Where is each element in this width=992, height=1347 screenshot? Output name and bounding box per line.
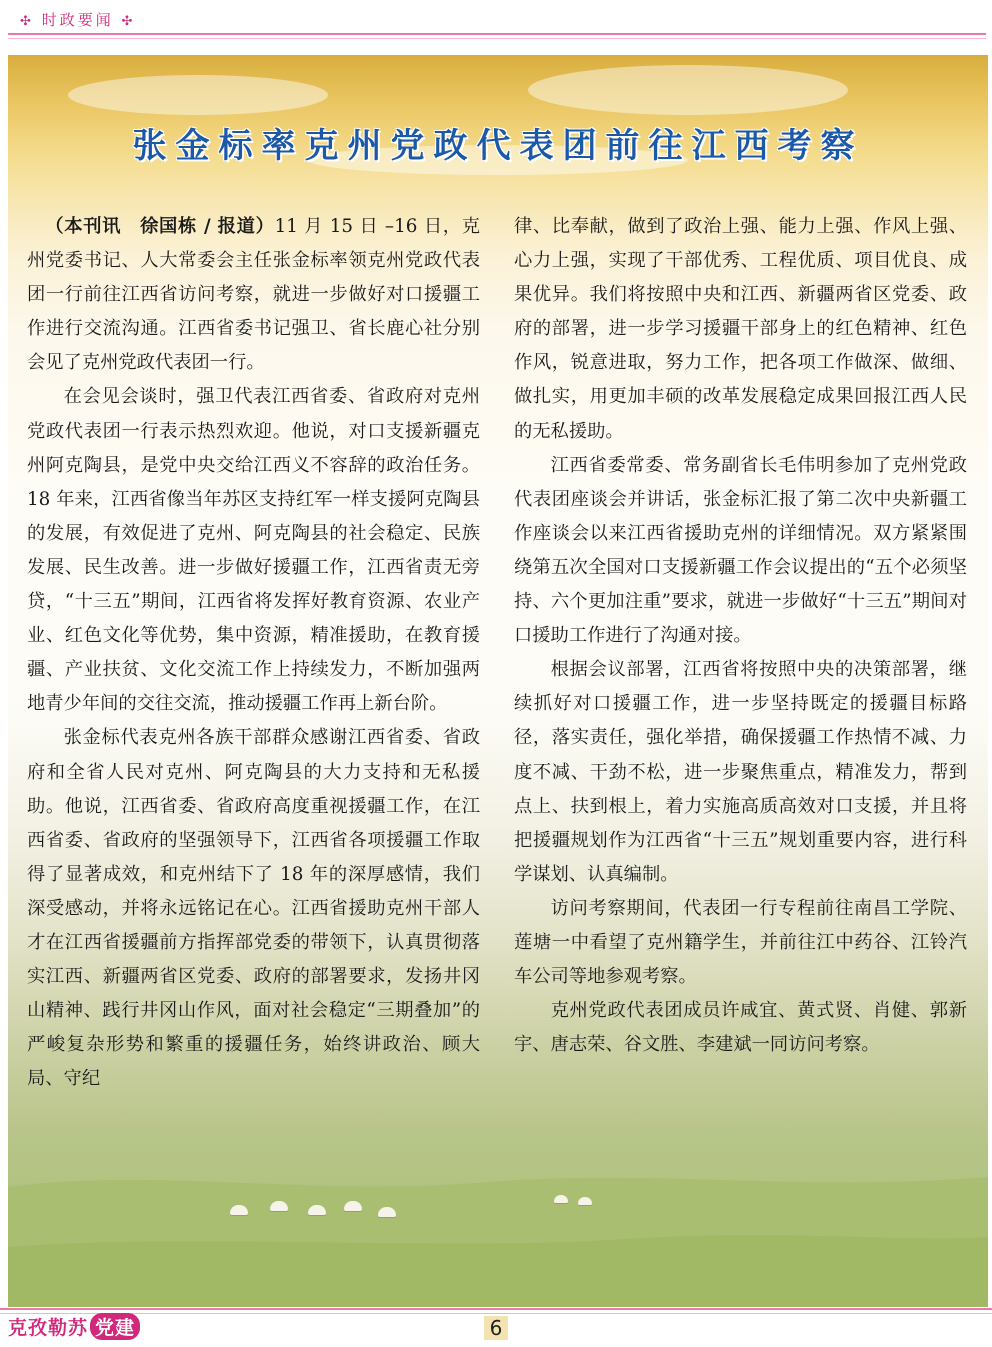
flower-icon: ✣	[20, 14, 34, 29]
article-column-left	[27, 210, 480, 1096]
flower-icon: ✣	[121, 14, 136, 29]
page-number: 6	[484, 1316, 508, 1340]
paragraph-text: 11 月 15 日 –16 日，克州党委书记、人大常委会主任张金标率领克州党政代表团一行前往江西省访问考察，就进一步做好对口援疆工作进行交流沟通。江西省委书记强卫、省长鹿心社分别会见了克州党政代表团一行。	[27, 216, 481, 374]
footer-divider-thin	[0, 1313, 992, 1314]
magazine-name: 克孜勒苏	[8, 1317, 89, 1339]
article-byline: （本刊讯 徐国栋 / 报道）	[45, 216, 275, 237]
cloud	[68, 75, 328, 115]
article-paragraph: 克州党政代表团成员许咸宜、黄式贤、肖健、郭新宇、唐志荣、谷文胜、李建斌一同访问考察。	[514, 1000, 967, 1056]
cloud	[528, 65, 848, 115]
article-paragraph: 在会见会谈时，强卫代表江西省委、省政府对克州党政代表团一行表示热烈欢迎。他说，对口支援新疆克州阿克陶县，是党中央交给江西义不容辞的政治任务。18 年来，江西省像当年苏区支持红军一样支援阿克陶县的发展，有效促进了克州、阿克陶县的社会稳定、民族发展、民生改善。进一步做好援疆工作，江西省责无旁贷，“十三五”期间，江西省将发挥好教育资源、农业产业、红色文化等优势，集中资源，精准援助，在教育援疆、产业扶贫、文化交流工作上持续发力，不断加强两地青少年间的交往交流，推动援疆工作再上新台阶。	[27, 386, 480, 715]
header-divider-thin	[8, 38, 986, 39]
article-title: 张金标率克州党政代表团前往江西考察	[132, 126, 864, 166]
yurt	[578, 1197, 592, 1205]
article-paragraph: 访问考察期间，代表团一行专程前往南昌工学院、莲塘一中看望了克州籍学生，并前往江中药谷、江铃汽车公司等地参观考察。	[514, 897, 967, 988]
yurt	[344, 1201, 362, 1211]
header-divider	[8, 33, 986, 35]
article-column-right	[514, 210, 967, 1062]
magazine-logo	[8, 1313, 140, 1340]
footer-divider	[0, 1308, 992, 1310]
yurt	[230, 1205, 248, 1215]
magazine-badge: 党建	[90, 1313, 140, 1340]
yurt	[554, 1195, 568, 1203]
article-paragraph: 江西省委常委、常务副省长毛伟明参加了克州党政代表团座谈会并讲话，张金标汇报了第二次中央新疆工作座谈会以来江西省援助克州的详细情况。双方紧紧围绕第五次全国对口支援新疆工作会议提出的“五个必须坚持、六个更加注重”要求，就进一步做好“十三五”期间对口援助工作进行了沟通对接。	[514, 454, 967, 647]
section-tag	[20, 9, 135, 30]
section-tag-label: 时政要闻	[41, 11, 114, 29]
yurt	[308, 1205, 326, 1215]
yurt	[378, 1207, 396, 1217]
page-header	[0, 0, 992, 52]
article-paragraph: 根据会议部署，江西省将按照中央的决策部署，继续抓好对口援疆工作，进一步坚持既定的援疆目标路径，落实责任，强化举措，确保援疆工作热情不减、力度不减、干劲不松，进一步聚焦重点，精准发力，帮到点上、扶到根上，着力实施高质高效对口支援，并且将把援疆规划作为江西省“十三五”规划重要内容，进行科学谋划、认真编制。	[514, 659, 967, 885]
article-paragraph: 律、比奉献，做到了政治上强、能力上强、作风上强、心力上强，实现了干部优秀、工程优质、项目优良、成果优异。我们将按照中央和江西、新疆两省区党委、政府的部署，进一步学习援疆干部身上的红色精神、红色作风，锐意进取，努力工作，把各项工作做深、做细、做扎实，用更加丰硕的改革发展稳定成果回报江西人民的无私援助。	[514, 216, 967, 442]
yurt	[270, 1201, 288, 1211]
article-paragraph: 张金标代表克州各族干部群众感谢江西省委、省政府和全省人民对克州、阿克陶县的大力支持和无私援助。他说，江西省委、省政府高度重视援疆工作，在江西省委、省政府的坚强领导下，江西省各项援疆工作取得了显著成效，和克州结下了 18 年的深厚感情，我们深受感动，并将永远铭记在心。江西省援助克州干部人才在江西省援疆前方指挥部党委的带领下，认真贯彻落实江西、新疆两省区党委、政府的部署要求，发扬井冈山精神、践行井冈山作风，面对社会稳定“三期叠加”的严峻复杂形势和繁重的援疆任务，始终讲政治、顾大局、守纪	[27, 727, 480, 1090]
article-paragraph	[27, 210, 480, 380]
